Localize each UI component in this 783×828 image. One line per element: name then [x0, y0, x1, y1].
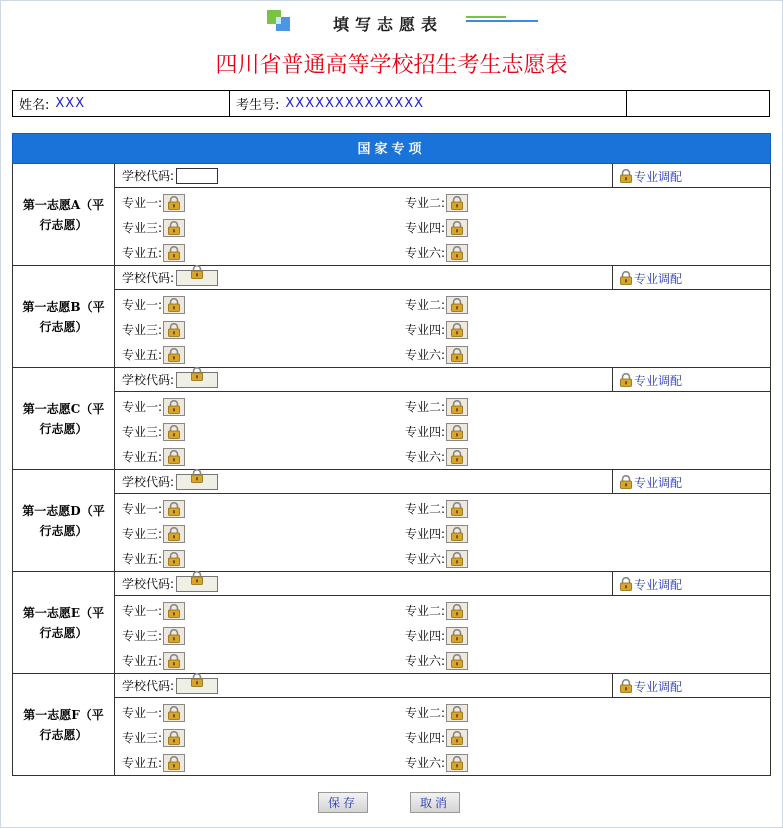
major-input[interactable]	[163, 398, 185, 416]
choice-label: 第一志愿D（平行志愿）	[13, 470, 115, 571]
padlock-icon	[450, 731, 464, 745]
form-title: 填写志愿表	[333, 15, 444, 34]
school-code-row	[115, 572, 770, 596]
padlock-icon	[450, 298, 464, 312]
major-label: 专业二:	[405, 604, 446, 618]
major-input[interactable]	[163, 296, 185, 314]
major-input[interactable]	[446, 550, 468, 568]
lock-wrapper	[190, 571, 204, 588]
major-field	[115, 496, 398, 521]
major-field	[115, 292, 398, 317]
name-label: 姓名:	[19, 98, 50, 113]
major-label: 专业二:	[405, 196, 446, 210]
major-label: 专业六:	[405, 756, 446, 770]
school-code-input[interactable]	[176, 678, 218, 694]
major-input[interactable]	[163, 754, 185, 772]
padlock-icon	[167, 654, 181, 668]
major-field	[115, 215, 398, 240]
padlock-icon	[167, 604, 181, 618]
padlock-icon	[619, 271, 633, 285]
padlock-icon	[167, 348, 181, 362]
major-input[interactable]	[446, 729, 468, 747]
major-label: 专业三:	[122, 323, 163, 337]
major-label: 专业一:	[122, 196, 163, 210]
major-label: 专业三:	[122, 221, 163, 235]
major-input[interactable]	[446, 423, 468, 441]
major-label: 专业四:	[405, 731, 446, 745]
exam-number-label: 考生号:	[236, 98, 280, 113]
school-code-row	[115, 266, 770, 290]
padlock-icon	[167, 629, 181, 643]
major-input[interactable]	[446, 321, 468, 339]
adjust-cell	[612, 470, 682, 494]
choice-body	[115, 470, 770, 571]
majors-grid	[115, 494, 770, 571]
padlock-icon	[450, 196, 464, 210]
major-field	[398, 623, 598, 648]
national-special-section	[12, 133, 771, 776]
padlock-icon	[167, 400, 181, 414]
major-input[interactable]	[163, 194, 185, 212]
padlock-icon	[450, 400, 464, 414]
majors-grid	[115, 392, 770, 469]
majors-grid	[115, 596, 770, 673]
major-label: 专业三:	[122, 629, 163, 643]
padlock-icon	[619, 475, 633, 489]
major-adjust-link[interactable]: 专业调配	[634, 271, 683, 286]
padlock-icon	[167, 323, 181, 337]
school-code-input[interactable]	[176, 168, 218, 184]
section-title: 国家专项	[12, 133, 771, 164]
major-label: 专业六:	[405, 552, 446, 566]
padlock-icon	[190, 673, 204, 687]
choice-label: 第一志愿F（平行志愿）	[13, 674, 115, 775]
major-label: 专业四:	[405, 527, 446, 541]
major-label: 专业二:	[405, 502, 446, 516]
majors-grid	[115, 188, 770, 265]
major-input[interactable]	[446, 194, 468, 212]
padlock-icon	[619, 577, 633, 591]
title-decoration	[466, 16, 538, 24]
major-label: 专业五:	[122, 552, 163, 566]
button-bar	[0, 792, 783, 814]
main-title: 四川省普通高等学校招生考生志愿表	[215, 53, 568, 78]
major-label: 专业六:	[405, 450, 446, 464]
padlock-icon	[450, 246, 464, 260]
padlock-icon	[167, 450, 181, 464]
major-label: 专业三:	[122, 731, 163, 745]
padlock-icon	[619, 373, 633, 387]
choice-body	[115, 674, 770, 775]
save-button[interactable]: 保存	[318, 792, 368, 813]
padlock-icon	[450, 221, 464, 235]
major-field	[398, 342, 598, 367]
padlock-icon	[167, 196, 181, 210]
major-input[interactable]	[446, 627, 468, 645]
name-cell	[13, 91, 229, 116]
major-field	[398, 496, 598, 521]
major-input[interactable]	[446, 219, 468, 237]
choice-label: 第一志愿C（平行志愿）	[13, 368, 115, 469]
major-label: 专业一:	[122, 298, 163, 312]
major-input[interactable]	[163, 652, 185, 670]
choice-body	[115, 572, 770, 673]
padlock-icon	[450, 654, 464, 668]
exam-number-value: XXXXXXXXXXXXXX	[285, 96, 425, 111]
major-input[interactable]	[446, 244, 468, 262]
major-field	[398, 444, 598, 469]
choice-body	[115, 164, 770, 265]
major-label: 专业一:	[122, 400, 163, 414]
school-code-row	[115, 164, 770, 188]
major-input[interactable]	[446, 448, 468, 466]
padlock-icon	[190, 367, 204, 381]
top-header	[0, 6, 783, 36]
major-field	[115, 750, 398, 775]
school-code-row	[115, 470, 770, 494]
name-value: XXX	[55, 96, 86, 111]
major-label: 专业六:	[405, 348, 446, 362]
padlock-icon	[450, 348, 464, 362]
major-field	[115, 725, 398, 750]
majors-grid	[115, 698, 770, 775]
padlock-icon	[167, 527, 181, 541]
school-code-label: 学校代码:	[122, 169, 175, 183]
school-code-label: 学校代码:	[122, 271, 175, 285]
padlock-icon	[450, 629, 464, 643]
major-field	[115, 240, 398, 265]
padlock-icon	[450, 323, 464, 337]
major-adjust-link[interactable]: 专业调配	[634, 373, 683, 388]
major-field	[115, 444, 398, 469]
padlock-icon	[167, 731, 181, 745]
major-field	[398, 725, 598, 750]
major-field	[115, 317, 398, 342]
major-label: 专业四:	[405, 221, 446, 235]
school-code-row	[115, 368, 770, 392]
choice-row	[12, 164, 771, 266]
padlock-icon	[167, 756, 181, 770]
major-field	[398, 598, 598, 623]
major-input[interactable]	[446, 704, 468, 722]
major-input[interactable]	[446, 652, 468, 670]
major-input[interactable]	[446, 754, 468, 772]
adjust-cell	[612, 368, 682, 392]
major-label: 专业五:	[122, 654, 163, 668]
major-adjust-link[interactable]: 专业调配	[634, 169, 683, 184]
major-label: 专业三:	[122, 425, 163, 439]
major-field	[398, 240, 598, 265]
lock-wrapper	[190, 265, 204, 282]
major-field	[398, 521, 598, 546]
major-label: 专业一:	[122, 502, 163, 516]
major-input[interactable]	[446, 500, 468, 518]
school-code-label: 学校代码:	[122, 475, 175, 489]
choice-row	[12, 674, 771, 776]
major-label: 专业二:	[405, 706, 446, 720]
padlock-icon	[167, 502, 181, 516]
school-code-label: 学校代码:	[122, 679, 175, 693]
padlock-icon	[167, 246, 181, 260]
padlock-icon	[450, 527, 464, 541]
major-input[interactable]	[163, 550, 185, 568]
major-field	[115, 342, 398, 367]
school-code-input[interactable]	[176, 372, 218, 388]
major-label: 专业五:	[122, 450, 163, 464]
padlock-icon	[167, 298, 181, 312]
padlock-icon	[190, 571, 204, 585]
major-input[interactable]	[163, 321, 185, 339]
squares-logo-icon	[266, 9, 296, 33]
choice-row	[12, 266, 771, 368]
padlock-icon	[450, 552, 464, 566]
major-adjust-link[interactable]: 专业调配	[634, 577, 683, 592]
lock-wrapper	[190, 367, 204, 384]
padlock-icon	[190, 265, 204, 279]
padlock-icon	[450, 450, 464, 464]
choice-row	[12, 368, 771, 470]
major-label: 专业六:	[405, 654, 446, 668]
major-label: 专业四:	[405, 323, 446, 337]
major-input[interactable]	[163, 525, 185, 543]
choice-label: 第一志愿A（平行志愿）	[13, 164, 115, 265]
exam-number-cell	[229, 91, 626, 116]
empty-cell	[626, 91, 769, 116]
major-label: 专业二:	[405, 400, 446, 414]
school-code-input[interactable]	[176, 474, 218, 490]
choice-row	[12, 470, 771, 572]
major-input[interactable]	[163, 627, 185, 645]
lock-wrapper	[190, 673, 204, 690]
major-label: 专业四:	[405, 425, 446, 439]
major-field	[115, 190, 398, 215]
padlock-icon	[167, 706, 181, 720]
major-field	[398, 648, 598, 673]
major-label: 专业三:	[122, 527, 163, 541]
padlock-icon	[167, 221, 181, 235]
adjust-cell	[612, 266, 682, 290]
school-code-row	[115, 674, 770, 698]
school-code-input[interactable]	[176, 576, 218, 592]
major-label: 专业五:	[122, 246, 163, 260]
major-label: 专业二:	[405, 298, 446, 312]
major-field	[398, 215, 598, 240]
major-label: 专业六:	[405, 246, 446, 260]
choice-row	[12, 572, 771, 674]
major-label: 专业四:	[405, 629, 446, 643]
major-label: 专业一:	[122, 706, 163, 720]
padlock-icon	[167, 425, 181, 439]
major-input[interactable]	[446, 346, 468, 364]
major-adjust-link[interactable]: 专业调配	[634, 679, 683, 694]
major-label: 专业一:	[122, 604, 163, 618]
major-field	[115, 546, 398, 571]
choice-label: 第一志愿B（平行志愿）	[13, 266, 115, 367]
choice-label: 第一志愿E（平行志愿）	[13, 572, 115, 673]
major-input[interactable]	[163, 602, 185, 620]
major-input[interactable]	[446, 398, 468, 416]
major-input[interactable]	[163, 704, 185, 722]
padlock-icon	[450, 425, 464, 439]
major-input[interactable]	[163, 500, 185, 518]
choice-body	[115, 368, 770, 469]
major-field	[398, 700, 598, 725]
major-field	[398, 419, 598, 444]
major-input[interactable]	[163, 219, 185, 237]
lock-wrapper	[190, 469, 204, 486]
padlock-icon	[619, 169, 633, 183]
padlock-icon	[167, 552, 181, 566]
major-field	[398, 292, 598, 317]
cancel-button[interactable]: 取消	[410, 792, 460, 813]
major-field	[115, 598, 398, 623]
major-field	[115, 521, 398, 546]
major-field	[398, 190, 598, 215]
adjust-cell	[612, 164, 682, 188]
major-input[interactable]	[163, 346, 185, 364]
adjust-cell	[612, 572, 682, 596]
majors-grid	[115, 290, 770, 367]
major-field	[115, 419, 398, 444]
major-field	[398, 546, 598, 571]
major-field	[115, 394, 398, 419]
padlock-icon	[190, 469, 204, 483]
school-code-input[interactable]	[176, 270, 218, 286]
major-field	[115, 648, 398, 673]
major-field	[115, 623, 398, 648]
student-info-row	[12, 90, 770, 117]
padlock-icon	[450, 502, 464, 516]
school-code-label: 学校代码:	[122, 373, 175, 387]
major-label: 专业五:	[122, 348, 163, 362]
school-code-label: 学校代码:	[122, 577, 175, 591]
major-field	[398, 317, 598, 342]
major-label: 专业五:	[122, 756, 163, 770]
padlock-icon	[450, 706, 464, 720]
major-input[interactable]	[163, 448, 185, 466]
major-field	[398, 394, 598, 419]
choice-body	[115, 266, 770, 367]
major-input[interactable]	[163, 729, 185, 747]
major-input[interactable]	[163, 244, 185, 262]
major-input[interactable]	[163, 423, 185, 441]
adjust-cell	[612, 674, 682, 698]
major-adjust-link[interactable]: 专业调配	[634, 475, 683, 490]
major-input[interactable]	[446, 296, 468, 314]
major-input[interactable]	[446, 602, 468, 620]
choice-list	[12, 164, 771, 776]
padlock-icon	[450, 604, 464, 618]
major-input[interactable]	[446, 525, 468, 543]
major-field	[398, 750, 598, 775]
padlock-icon	[450, 756, 464, 770]
padlock-icon	[619, 679, 633, 693]
major-field	[115, 700, 398, 725]
